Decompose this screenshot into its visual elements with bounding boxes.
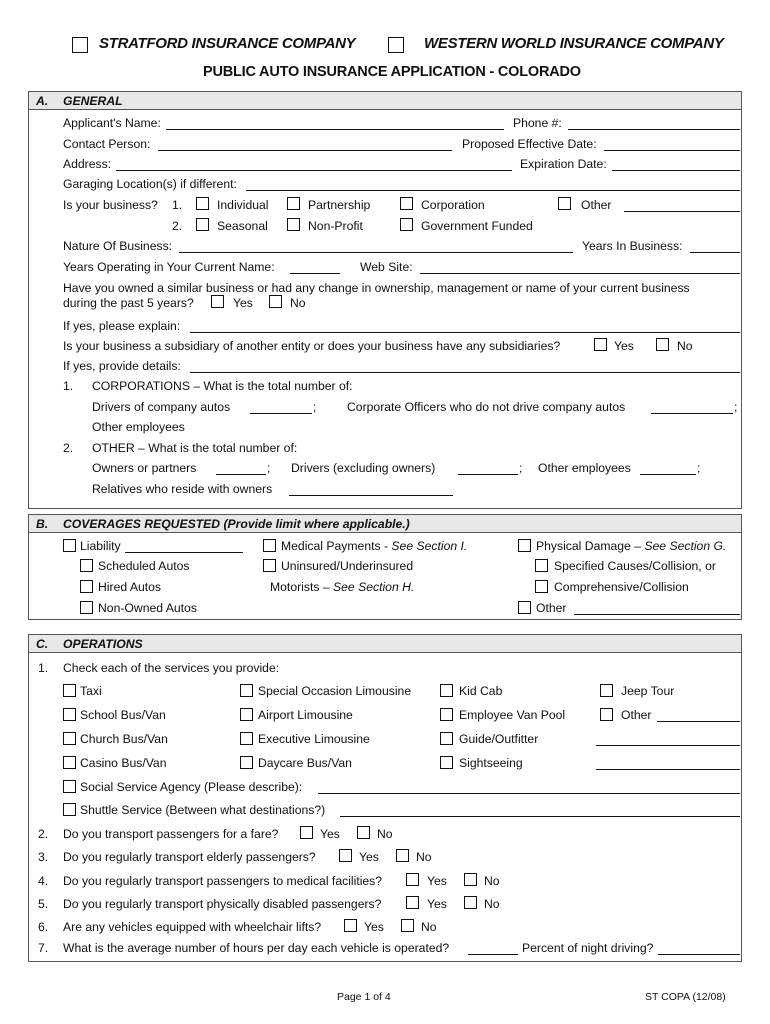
shuttle-service-checkbox[interactable] bbox=[63, 803, 76, 816]
similar-business-no-checkbox[interactable] bbox=[269, 295, 282, 308]
service-other-checkbox[interactable] bbox=[600, 708, 613, 721]
years-operating-label: Years Operating in Your Current Name: bbox=[63, 260, 275, 274]
drivers-excluding-owners-field[interactable] bbox=[458, 474, 518, 475]
q5-no-label: No bbox=[484, 897, 500, 911]
contact-person-field[interactable] bbox=[158, 150, 452, 151]
kid-cab-label: Kid Cab bbox=[459, 684, 503, 698]
shuttle-service-label: Shuttle Service (Between what destinations?) bbox=[80, 803, 326, 817]
see-section-g-text: See Section G. bbox=[644, 539, 727, 553]
similar-business-question-line1: Have you owned a similar business or had any change in ownership, management or name of your current business bbox=[63, 281, 690, 295]
church-bus-label: Church Bus/Van bbox=[80, 732, 168, 746]
service-other-field-2[interactable] bbox=[596, 745, 740, 746]
page-number: Page 1 of 4 bbox=[337, 991, 391, 1003]
drivers-company-autos-field[interactable] bbox=[250, 413, 312, 414]
hours-per-day-field[interactable] bbox=[468, 954, 518, 955]
relatives-label: Relatives who reside with owners bbox=[92, 482, 273, 496]
hired-autos-checkbox[interactable] bbox=[80, 580, 93, 593]
medical-payments-text: Medical Payments - bbox=[281, 539, 392, 553]
corporation-label: Corporation bbox=[421, 198, 485, 212]
subsidiary-yes-checkbox[interactable] bbox=[594, 338, 607, 351]
q6-yes-checkbox[interactable] bbox=[344, 919, 357, 932]
section-a-title: GENERAL bbox=[63, 94, 123, 108]
q4-label: Do you regularly transport passengers to medical facilities? bbox=[63, 874, 383, 888]
scheduled-autos-label: Scheduled Autos bbox=[98, 559, 190, 573]
see-section-h-text: See Section H. bbox=[333, 580, 415, 594]
web-site-label: Web Site: bbox=[360, 260, 413, 274]
seasonal-label: Seasonal bbox=[217, 219, 268, 233]
q7-label: What is the average number of hours per day each vehicle is operated? bbox=[63, 941, 450, 955]
business-row2-number: 2. bbox=[172, 219, 183, 233]
section-b-letter: B. bbox=[36, 517, 49, 531]
if-yes-details-label: If yes, provide details: bbox=[63, 359, 181, 373]
night-driving-label: Percent of night driving? bbox=[522, 941, 654, 955]
non-owned-autos-label: Non-Owned Autos bbox=[98, 601, 197, 615]
section-c-letter: C. bbox=[36, 637, 49, 651]
casino-bus-label: Casino Bus/Van bbox=[80, 756, 167, 770]
contact-person-label: Contact Person: bbox=[63, 137, 151, 151]
service-other-label: Other bbox=[621, 708, 652, 722]
years-operating-field[interactable] bbox=[290, 273, 340, 274]
section-a-bottom-border bbox=[28, 508, 742, 509]
liability-limit-field[interactable] bbox=[125, 552, 243, 553]
q7-number: 7. bbox=[38, 941, 49, 955]
stratford-company-label: STRATFORD INSURANCE COMPANY bbox=[99, 35, 356, 52]
q3-no-checkbox[interactable] bbox=[396, 849, 409, 862]
is-your-business-label: Is your business? bbox=[63, 198, 158, 212]
jeep-tour-label: Jeep Tour bbox=[621, 684, 675, 698]
sightseeing-checkbox[interactable] bbox=[440, 756, 453, 769]
other-business-field[interactable] bbox=[624, 211, 740, 212]
daycare-bus-label: Daycare Bus/Van bbox=[258, 756, 352, 770]
uninsured-checkbox[interactable] bbox=[263, 559, 276, 572]
web-site-field[interactable] bbox=[420, 273, 740, 274]
physical-damage-label bbox=[536, 539, 726, 553]
corporations-question: CORPORATIONS – What is the total number of: bbox=[92, 379, 353, 393]
other-question: OTHER – What is the total number of: bbox=[92, 441, 298, 455]
government-funded-checkbox[interactable] bbox=[400, 218, 413, 231]
government-funded-label: Government Funded bbox=[421, 219, 533, 233]
jeep-tour-checkbox[interactable] bbox=[600, 684, 613, 697]
relatives-field[interactable] bbox=[289, 495, 453, 496]
night-driving-field[interactable] bbox=[658, 954, 740, 955]
q4-no-checkbox[interactable] bbox=[464, 873, 477, 886]
q6-label: Are any vehicles equipped with wheelchair lifts? bbox=[63, 920, 322, 934]
taxi-label: Taxi bbox=[80, 684, 102, 698]
comprehensive-checkbox[interactable] bbox=[535, 580, 548, 593]
section-b-left-border bbox=[28, 533, 29, 619]
q5-no-checkbox[interactable] bbox=[464, 896, 477, 909]
airport-limo-label: Airport Limousine bbox=[258, 708, 353, 722]
drivers-company-autos-semicolon: ; bbox=[313, 400, 317, 414]
years-in-business-label: Years In Business: bbox=[582, 239, 683, 253]
employee-van-checkbox[interactable] bbox=[440, 708, 453, 721]
address-field[interactable] bbox=[116, 170, 512, 171]
q3-number: 3. bbox=[38, 850, 49, 864]
service-other-field[interactable] bbox=[657, 721, 740, 722]
section-c-right-border bbox=[741, 653, 742, 961]
medical-payments-label bbox=[281, 539, 467, 553]
corporation-checkbox[interactable] bbox=[400, 197, 413, 210]
section-c-bottom-border bbox=[28, 961, 742, 962]
school-bus-checkbox[interactable] bbox=[63, 708, 76, 721]
guide-outfitter-label: Guide/Outfitter bbox=[459, 732, 539, 746]
q1-label: Check each of the services you provide: bbox=[63, 661, 280, 675]
subsidiary-question: Is your business a subsidiary of another entity or does your business have any subsidiaries? bbox=[63, 339, 561, 353]
q3-yes-checkbox[interactable] bbox=[339, 849, 352, 862]
corporations-number: 1. bbox=[63, 379, 74, 393]
other-business-checkbox[interactable] bbox=[558, 197, 571, 210]
coverage-other-field[interactable] bbox=[574, 614, 740, 615]
page-title: PUBLIC AUTO INSURANCE APPLICATION - COLORADO bbox=[203, 64, 581, 80]
corp-other-employees-field[interactable] bbox=[190, 433, 240, 434]
q2-no-label: No bbox=[377, 827, 393, 841]
section-c-title: OPERATIONS bbox=[63, 637, 143, 651]
service-other-field-3[interactable] bbox=[596, 769, 740, 770]
q5-number: 5. bbox=[38, 897, 49, 911]
non-profit-checkbox[interactable] bbox=[287, 218, 300, 231]
stratford-checkbox[interactable] bbox=[72, 37, 88, 53]
section-a-left-border bbox=[28, 110, 29, 508]
executive-limo-label: Executive Limousine bbox=[258, 732, 370, 746]
guide-outfitter-checkbox[interactable] bbox=[440, 732, 453, 745]
uninsured-label: Uninsured/Underinsured bbox=[281, 559, 414, 573]
social-service-checkbox[interactable] bbox=[63, 780, 76, 793]
other-business-label: Other bbox=[581, 198, 612, 212]
physical-damage-checkbox[interactable] bbox=[518, 539, 531, 552]
other-employees-semicolon: ; bbox=[697, 461, 701, 475]
specified-causes-checkbox[interactable] bbox=[535, 559, 548, 572]
if-yes-explain-field[interactable] bbox=[190, 332, 740, 333]
section-b-bottom-border bbox=[28, 619, 742, 620]
school-bus-label: School Bus/Van bbox=[80, 708, 166, 722]
owners-partners-semicolon: ; bbox=[267, 461, 271, 475]
comprehensive-label: Comprehensive/Collision bbox=[554, 580, 689, 594]
drivers-excluding-owners-label: Drivers (excluding owners) bbox=[291, 461, 436, 475]
employee-van-label: Employee Van Pool bbox=[459, 708, 566, 722]
q4-number: 4. bbox=[38, 874, 49, 888]
other-employees-field[interactable] bbox=[640, 474, 696, 475]
nature-of-business-label: Nature Of Business: bbox=[63, 239, 173, 253]
specified-causes-label: Specified Causes/Collision, or bbox=[554, 559, 716, 573]
social-service-field[interactable] bbox=[318, 793, 740, 794]
corporate-officers-semicolon: ; bbox=[734, 400, 738, 414]
airport-limo-checkbox[interactable] bbox=[240, 708, 253, 721]
proposed-effective-date-field[interactable] bbox=[604, 150, 740, 151]
form-id: ST COPA (12/08) bbox=[645, 991, 726, 1003]
q6-number: 6. bbox=[38, 920, 49, 934]
subsidiary-no-label: No bbox=[677, 339, 693, 353]
section-a-letter: A. bbox=[36, 94, 49, 108]
other-employees-label: Other employees bbox=[538, 461, 631, 475]
q2-yes-label: Yes bbox=[320, 827, 340, 841]
similar-business-question-line2: during the past 5 years? bbox=[63, 296, 194, 310]
q2-label: Do you transport passengers for a fare? bbox=[63, 827, 279, 841]
similar-business-no-label: No bbox=[290, 296, 306, 310]
sightseeing-label: Sightseeing bbox=[459, 756, 523, 770]
years-in-business-field[interactable] bbox=[690, 252, 740, 253]
casino-bus-checkbox[interactable] bbox=[63, 756, 76, 769]
kid-cab-checkbox[interactable] bbox=[440, 684, 453, 697]
address-label: Address: bbox=[63, 157, 112, 171]
partnership-checkbox[interactable] bbox=[287, 197, 300, 210]
q2-no-checkbox[interactable] bbox=[357, 826, 370, 839]
motorists-text: Motorists – bbox=[270, 580, 333, 594]
business-row1-number: 1. bbox=[172, 198, 183, 212]
motorists-label bbox=[270, 580, 414, 594]
physical-damage-text: Physical Damage – bbox=[536, 539, 645, 553]
q3-no-label: No bbox=[416, 850, 432, 864]
corp-other-employees-label: Other employees bbox=[92, 420, 185, 434]
section-b-title: COVERAGES REQUESTED (Provide limit where applicable.) bbox=[63, 517, 410, 531]
similar-business-yes-checkbox[interactable] bbox=[211, 295, 224, 308]
coverage-other-label: Other bbox=[536, 601, 567, 615]
drivers-company-autos-label: Drivers of company autos bbox=[92, 400, 231, 414]
q2-number: 2. bbox=[38, 827, 49, 841]
liability-label: Liability bbox=[80, 539, 121, 553]
q6-yes-label: Yes bbox=[364, 920, 384, 934]
section-a-right-border bbox=[741, 110, 742, 508]
non-profit-label: Non-Profit bbox=[308, 219, 363, 233]
medical-payments-checkbox[interactable] bbox=[263, 539, 276, 552]
owners-partners-label: Owners or partners bbox=[92, 461, 197, 475]
q5-yes-label: Yes bbox=[427, 897, 447, 911]
scheduled-autos-checkbox[interactable] bbox=[80, 559, 93, 572]
special-occasion-checkbox[interactable] bbox=[240, 684, 253, 697]
western-world-company-label: WESTERN WORLD INSURANCE COMPANY bbox=[424, 35, 724, 52]
corporate-officers-field[interactable] bbox=[651, 413, 733, 414]
section-c-left-border bbox=[28, 653, 29, 961]
other-number: 2. bbox=[63, 441, 74, 455]
owners-partners-field[interactable] bbox=[216, 474, 266, 475]
individual-checkbox[interactable] bbox=[196, 197, 209, 210]
section-b-right-border bbox=[741, 533, 742, 619]
proposed-effective-date-label: Proposed Effective Date: bbox=[462, 137, 597, 151]
expiration-date-field[interactable] bbox=[612, 170, 740, 171]
q4-yes-checkbox[interactable] bbox=[406, 873, 419, 886]
q6-no-checkbox[interactable] bbox=[401, 919, 414, 932]
taxi-checkbox[interactable] bbox=[63, 684, 76, 697]
partnership-label: Partnership bbox=[308, 198, 371, 212]
q2-yes-checkbox[interactable] bbox=[300, 826, 313, 839]
coverage-other-checkbox[interactable] bbox=[518, 601, 531, 614]
see-section-i-text: See Section I. bbox=[391, 539, 468, 553]
seasonal-checkbox[interactable] bbox=[196, 218, 209, 231]
phone-field[interactable] bbox=[568, 129, 740, 130]
applicant-name-field[interactable] bbox=[166, 129, 504, 130]
subsidiary-no-checkbox[interactable] bbox=[656, 338, 669, 351]
hired-autos-label: Hired Autos bbox=[98, 580, 162, 594]
church-bus-checkbox[interactable] bbox=[63, 732, 76, 745]
if-yes-details-field[interactable] bbox=[190, 372, 740, 373]
western-world-checkbox[interactable] bbox=[388, 37, 404, 53]
social-service-label: Social Service Agency (Please describe): bbox=[80, 780, 303, 794]
subsidiary-yes-label: Yes bbox=[614, 339, 634, 353]
garaging-location-field[interactable] bbox=[246, 190, 740, 191]
liability-checkbox[interactable] bbox=[63, 539, 76, 552]
daycare-bus-checkbox[interactable] bbox=[240, 756, 253, 769]
drivers-excluding-owners-semicolon: ; bbox=[519, 461, 523, 475]
individual-label: Individual bbox=[217, 198, 269, 212]
q1-number: 1. bbox=[38, 661, 49, 675]
non-owned-autos-checkbox[interactable] bbox=[80, 601, 93, 614]
corporate-officers-label: Corporate Officers who do not drive company autos bbox=[347, 400, 626, 414]
special-occasion-label: Special Occasion Limousine bbox=[258, 684, 412, 698]
q3-yes-label: Yes bbox=[359, 850, 379, 864]
similar-business-yes-label: Yes bbox=[233, 296, 253, 310]
phone-label: Phone #: bbox=[513, 116, 562, 130]
nature-of-business-field[interactable] bbox=[179, 252, 573, 253]
q4-yes-label: Yes bbox=[427, 874, 447, 888]
q6-no-label: No bbox=[421, 920, 437, 934]
expiration-date-label: Expiration Date: bbox=[520, 157, 607, 171]
q4-no-label: No bbox=[484, 874, 500, 888]
q5-yes-checkbox[interactable] bbox=[406, 896, 419, 909]
q3-label: Do you regularly transport elderly passengers? bbox=[63, 850, 316, 864]
section-a-header bbox=[28, 91, 742, 110]
garaging-location-label: Garaging Location(s) if different: bbox=[63, 177, 237, 191]
executive-limo-checkbox[interactable] bbox=[240, 732, 253, 745]
applicant-name-label: Applicant's Name: bbox=[63, 116, 161, 130]
if-yes-explain-label: If yes, please explain: bbox=[63, 319, 181, 333]
shuttle-service-field[interactable] bbox=[340, 816, 740, 817]
q5-label: Do you regularly transport physically disabled passengers? bbox=[63, 897, 382, 911]
